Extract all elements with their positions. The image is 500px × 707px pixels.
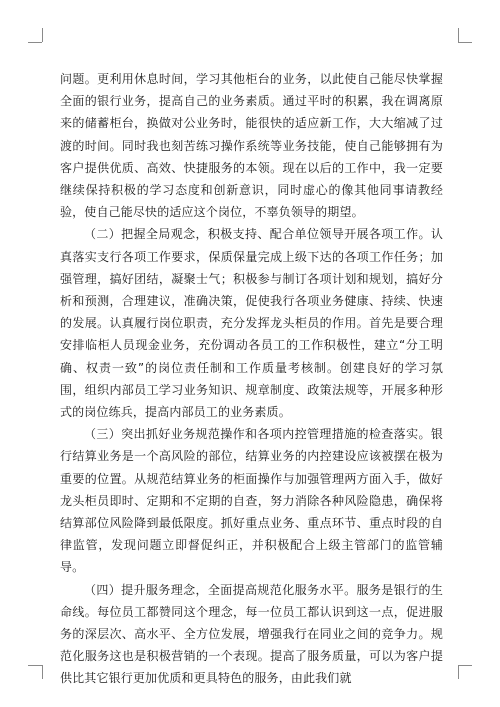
crop-mark-top-right-h bbox=[458, 42, 472, 43]
paragraph-1: 问题。更利用休息时间，学习其他柜台的业务，以此使自己能尽快掌握全面的银行业务，提高自己的业务素质。通过平时的积累，我在调离原来的储蓄柜台，换做对公业务时，能很快的适应新工作，大大缩减了过渡的时间。同时我也刻苦练习操作系统等业务技能，使自己能够拥有为客户提供优质、高效、快捷服务的本领。现在以后的工作中，我一定要继续保持积极的学习态度和创新意识，同时虚心的像其他同事请教经验，使自己能尽快的适应这个岗位，不辜负领导的期望。 bbox=[60, 72, 443, 220]
crop-mark-bottom-right-h bbox=[458, 665, 472, 666]
crop-mark-top-right-v bbox=[458, 28, 459, 42]
crop-mark-top-left-v bbox=[42, 28, 43, 42]
body-text bbox=[60, 68, 443, 690]
paragraph-3: （三）突出抓好业务规范操作和各项内控管理措施的检查落实。银行结算业务是一个高风险的部位，结算业务的内控建设应该被摆在极为重要的位置。从规范结算业务的柜面操作与加强管理两方面入手，做好龙头柜员即时、定期和不定期的自查，努力消除各种风险隐患，确保将结算部位风险降到最低限度。抓好重点业务、重点环节、重点时段的自律监管，发现问题立即督促纠正，并积极配合上级主管部门的监管辅导。 bbox=[60, 427, 443, 575]
crop-mark-top-left-h bbox=[28, 42, 42, 43]
paragraph-4: （四）提升服务理念，全面提高规范化服务水平。服务是银行的生命线。每位员工都赞同这个理念，每一位员工都认识到这一点，促进服务的深层次、高水平、全方位发展，增强我行在同业之间的竞争力。规范化服务这也是积极营销的一个表现。提高了服务质量，可以为客户提供比其它银行更加优质和更具特色的服务，由此我们就 bbox=[60, 582, 443, 686]
crop-mark-bottom-right-v bbox=[458, 665, 459, 679]
crop-mark-bottom-left-v bbox=[42, 665, 43, 679]
crop-mark-bottom-left-h bbox=[28, 665, 42, 666]
paragraph-2: （二）把握全局观念，积极支持、配合单位领导开展各项工作。认真落实支行各项工作要求，保质保量完成上级下达的各项工作任务；加强管理，搞好团结，凝聚士气；积极参与制订各项计划和规划，搞好分析和预测，合理建议，准确决策，促使我行各项业务健康、持续、快速的发展。认真履行岗位职责，充分发挥龙头柜员的作用。首先是要合理安排临柜人员现金业务，充份调动各员工的工作积极性，建立“分工明确、权责一致”的岗位责任制和工作质量考核制。创建良好的学习氛围，组织内部员工学习业务知识、规章制度、政策法规等，开展多种形式的岗位练兵，提高内部员工的业务素质。 bbox=[60, 227, 443, 420]
